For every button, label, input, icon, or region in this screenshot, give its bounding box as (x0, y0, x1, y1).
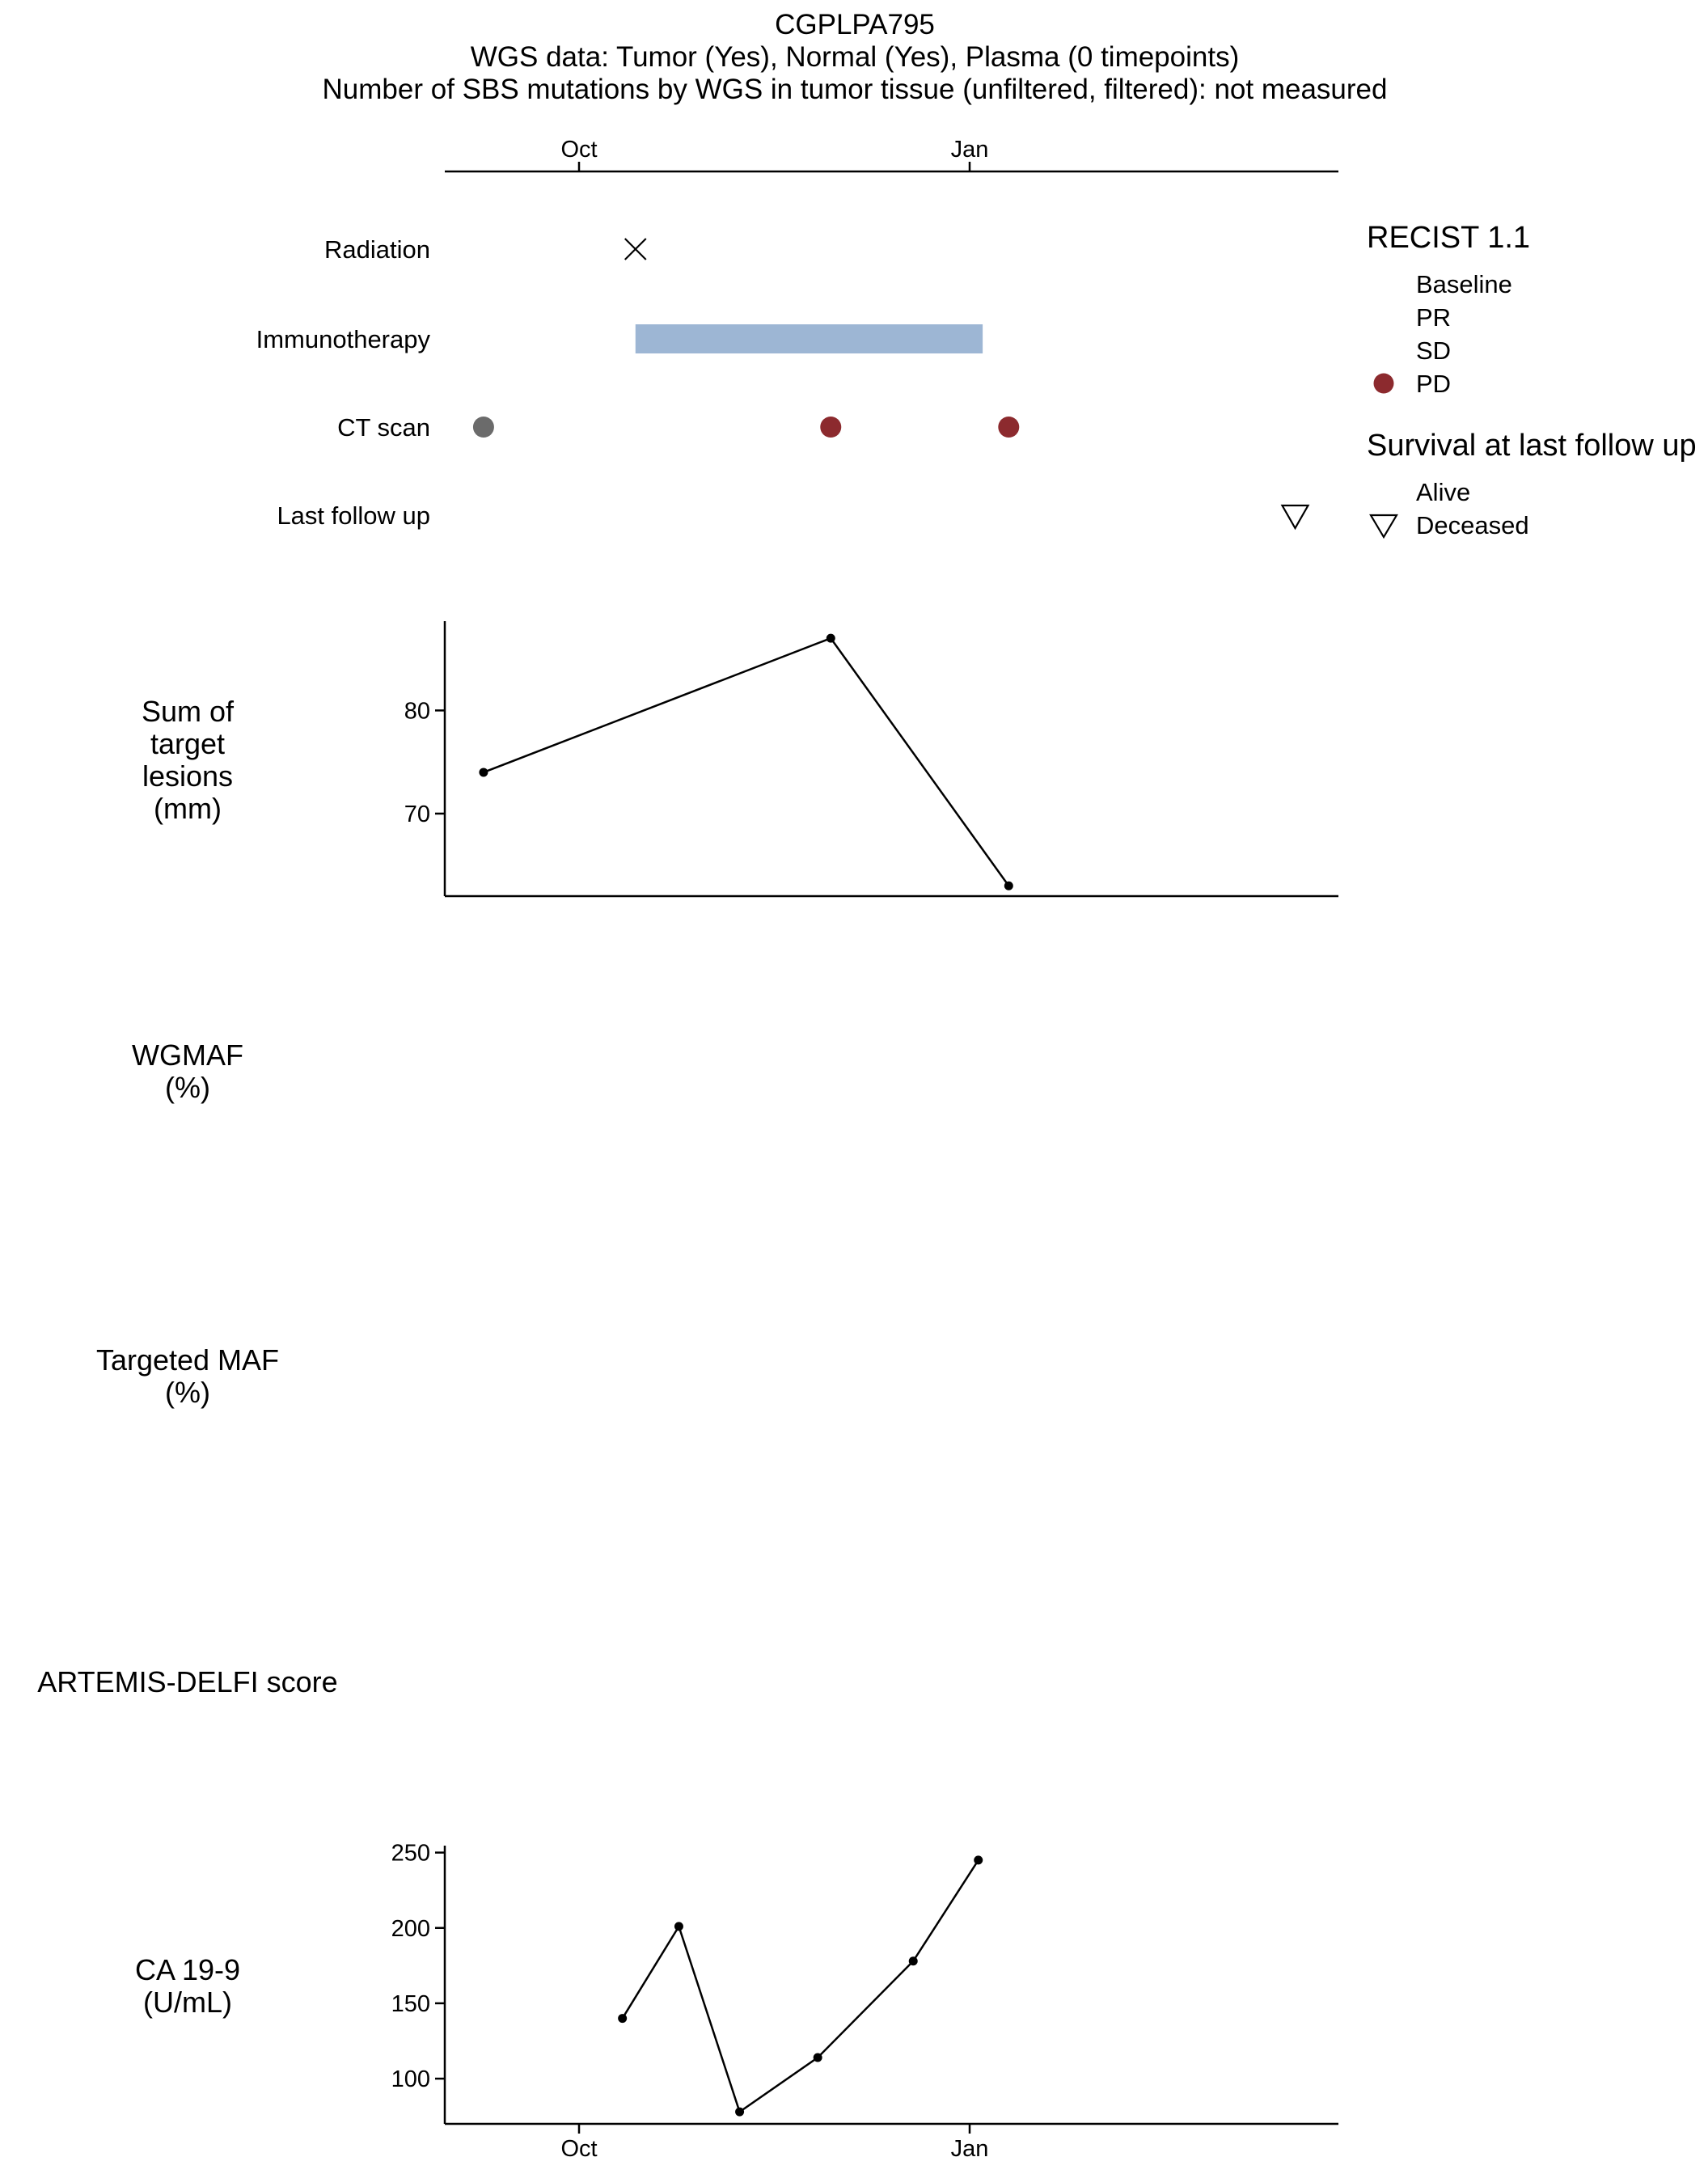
sbs-mutations-line: Number of SBS mutations by WGS in tumor tissue (unfiltered, filtered): not measured (322, 74, 1388, 105)
ca199-y-tick-label: 150 (391, 1990, 430, 2017)
figure-title: CGPLPA795 (775, 9, 935, 40)
ca199-x-tick-label: Jan (950, 2136, 989, 2162)
ct-scan-point-3 (820, 417, 841, 438)
timeline-marks (473, 239, 1308, 528)
radiation-x-icon (625, 239, 646, 260)
legend-pd-dot-icon (1374, 374, 1394, 394)
track-label-immunotherapy: Immunotherapy (256, 325, 430, 353)
ct-scan-point-2 (473, 417, 494, 438)
lesions-marks (404, 634, 1013, 890)
legend-survival-title: Survival at last follow up (1367, 429, 1697, 463)
lesions-label-line-4: (mm) (154, 792, 222, 825)
lesions-y-tick-label: 70 (404, 801, 430, 827)
ct-scan-point-4 (998, 417, 1019, 438)
track-label-radiation: Radiation (324, 235, 430, 264)
lesions-series-line (484, 638, 1008, 886)
ca199-data-point (974, 1855, 983, 1864)
wgmaf-label-line-2: (%) (165, 1071, 210, 1104)
lesions-data-point (1004, 882, 1013, 890)
legend (1367, 221, 1697, 539)
legend-deceased-triangle-icon (1371, 515, 1397, 537)
ca199-data-point (674, 1922, 683, 1931)
ca199-y-tick-label: 250 (391, 1840, 430, 1867)
lesions-data-point (827, 634, 835, 643)
ca199-y-tick-label: 200 (391, 1915, 430, 1942)
artemis-delfi-label: ARTEMIS-DELFI score (37, 1665, 338, 1698)
ca199-data-point (735, 2108, 744, 2117)
lesions-label-line-1: Sum of (141, 695, 235, 728)
lesions-panel (142, 621, 1338, 896)
ca199-label-line-2: (U/mL) (143, 1986, 232, 2019)
legend-item-sd: SD (1416, 336, 1452, 365)
ca199-series-line (623, 1860, 979, 2112)
legend-item-alive: Alive (1416, 478, 1471, 506)
track-label-last-follow-up: Last follow up (277, 501, 430, 530)
timeline-panel (256, 137, 1338, 530)
timeline-tick-label-jan: Jan (950, 137, 989, 163)
last-follow-up-triangle-icon (1283, 505, 1308, 528)
ca199-x-tick-label: Oct (560, 2136, 598, 2162)
ca199-label-line-1: CA 19-9 (134, 1953, 241, 1986)
timeline-tick-label-oct: Oct (560, 137, 598, 163)
ca199-y-tick-label: 100 (391, 2066, 430, 2093)
legend-item-pd: PD (1416, 370, 1452, 398)
track-label-ct-scan: CT scan (337, 413, 430, 442)
ca199-data-point (909, 1956, 918, 1965)
ca199-data-point (618, 2014, 627, 2023)
targeted-maf-label-line-1: Targeted MAF (95, 1343, 280, 1377)
lesions-label-line-3: lesions (142, 759, 234, 793)
wgs-data-line: WGS data: Tumor (Yes), Normal (Yes), Plasma (0 timepoints) (470, 41, 1240, 73)
wgmaf-label-line-1: WGMAF (132, 1038, 243, 1072)
lesions-label-line-2: target (150, 727, 226, 760)
legend-item-baseline: Baseline (1416, 270, 1512, 298)
legend-recist-title: RECIST 1.1 (1367, 221, 1531, 255)
legend-item-deceased: Deceased (1416, 511, 1529, 539)
lesions-y-tick-label: 80 (404, 698, 430, 725)
lesions-data-point (479, 768, 488, 776)
ca199-data-point (814, 2053, 822, 2062)
immunotherapy-bar (636, 324, 983, 353)
ca199-marks (391, 1841, 989, 2162)
targeted-maf-label-line-2: (%) (165, 1376, 210, 1409)
legend-item-pr: PR (1416, 303, 1452, 332)
ca199-panel (135, 1841, 1338, 2162)
